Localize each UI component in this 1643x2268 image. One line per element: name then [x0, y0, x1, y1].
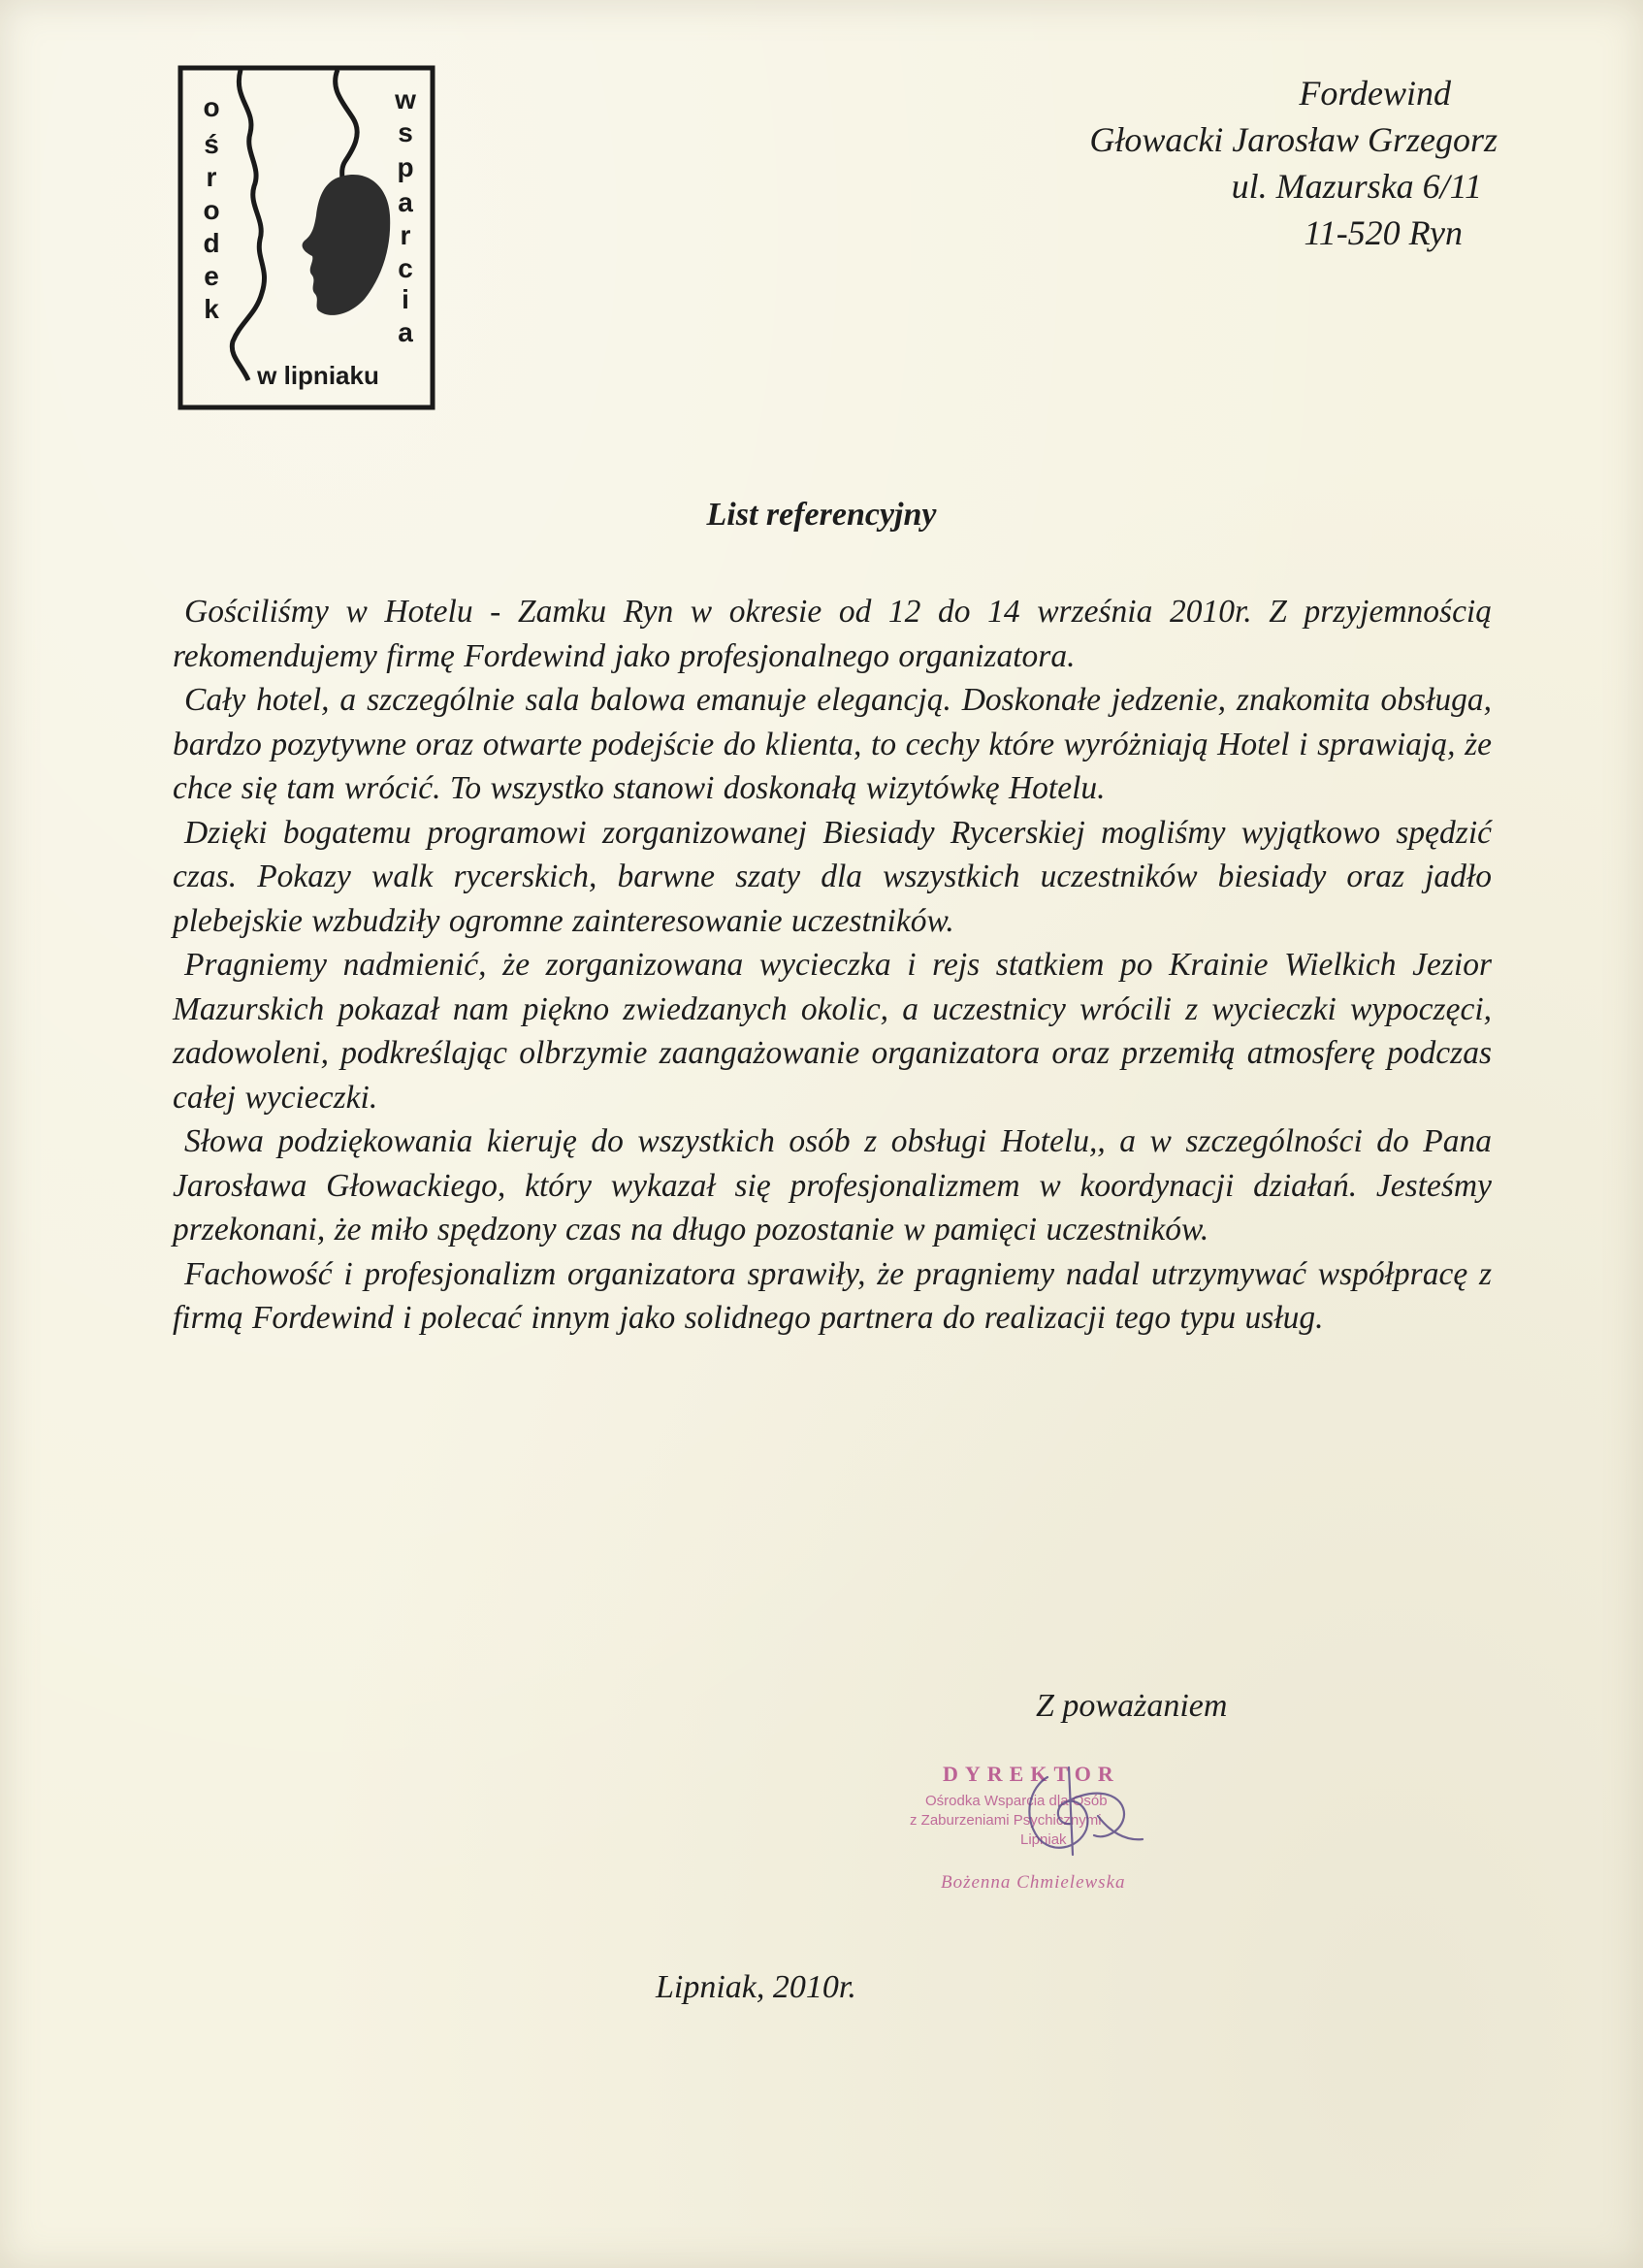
- svg-text:i: i: [402, 284, 409, 314]
- svg-text:e: e: [204, 261, 219, 291]
- svg-text:a: a: [398, 187, 413, 217]
- organization-logo: [173, 60, 440, 419]
- letter-title: List referencyjny: [706, 497, 937, 533]
- director-stamp: [904, 1748, 1224, 1913]
- body-paragraph-1: Gościliśmy w Hotelu - Zamku Ryn w okresie od 12 do 14 września 2010r. Z przyjemnością rekomendujemy firmę Fordewind jako profesjonalnego organizatora.: [173, 594, 1492, 674]
- svg-text:o: o: [203, 92, 220, 122]
- stamp-line-4: Lipniak: [1020, 1831, 1067, 1848]
- body-paragraph-6: Fachowość i profesjonalizm organizatora sprawiły, że pragniemy nadal utrzymywać współpracę z firmą Fordewind i polecać innym jako solidnego partnera do realizacji tego typu usług.: [173, 1255, 1492, 1336]
- stamp-line-3: z Zaburzeniami Psychicznymi: [910, 1812, 1102, 1829]
- recipient-street: ul. Mazurska 6/11: [1231, 167, 1482, 206]
- closing-salutation: Z poważaniem: [1036, 1688, 1228, 1724]
- svg-text:w lipniaku: w lipniaku: [257, 361, 379, 390]
- svg-text:s: s: [398, 117, 413, 147]
- svg-text:o: o: [203, 195, 220, 225]
- svg-text:w: w: [395, 84, 416, 114]
- recipient-person: Głowacki Jarosław Grzegorz: [1089, 120, 1498, 159]
- svg-text:p: p: [397, 152, 414, 182]
- recipient-company: Fordewind: [1299, 74, 1451, 113]
- body-paragraph-3: Dzięki bogatemu programowi zorganizowanej Biesiady Rycerskiej mogliśmy wyjątkowo spędzić czas. Pokazy walk rycerskich, barwne szaty dla wszystkich uczestników biesiady oraz jadło plebejskie wzbudziły ogromne zainteresowanie uczestników.: [173, 814, 1492, 939]
- body-paragraph-2: Cały hotel, a szczególnie sala balowa emanuje elegancją. Doskonałe jedzenie, znakomita obsługa, bardzo pozytywne oraz otwarte podejście do klienta, to cechy które wyróżniają Hotel i sprawiają, że chce się tam wrócić. To wszystko stanowi doskonałą wizytówkę Hotelu.: [173, 682, 1492, 806]
- stamp-line-2: Ośrodka Wsparcia dla Osób: [925, 1793, 1108, 1809]
- handwritten-signature: [1001, 1748, 1146, 1864]
- svg-text:k: k: [204, 294, 219, 324]
- recipient-address: [916, 70, 1498, 256]
- stamp-name: Bożenna Chmielewska: [941, 1872, 1126, 1893]
- svg-text:r: r: [206, 162, 217, 192]
- stamp-title: DYREKTOR: [943, 1762, 1120, 1786]
- svg-text:d: d: [203, 228, 220, 258]
- body-paragraph-4: Pragniemy nadmienić, że zorganizowana wycieczka i rejs statkiem po Krainie Wielkich Jezior Mazurskich pokazał nam piękno zwiedzanych okolic, a uczestnicy wrócili z wycieczki wypoczęci, zadowoleni, podkreślając olbrzymie zaangażowanie organizatora oraz przemiłą atmosferę podczas całej wycieczki.: [173, 947, 1492, 1116]
- svg-text:r: r: [400, 220, 411, 250]
- place-and-date: Lipniak, 2010r.: [656, 1969, 856, 2005]
- svg-text:ś: ś: [204, 129, 219, 159]
- body-paragraph-5: Słowa podziękowania kieruję do wszystkich osób z obsługi Hotelu,, a w szczególności do Pana Jarosława Głowackiego, który wykazał się profesjonalizmem w koordynacji działań. Jesteśmy przekonani, że miło spędzony czas na długo pozostanie w pamięci uczestników.: [173, 1123, 1492, 1247]
- recipient-city: 11-520 Ryn: [1304, 213, 1463, 252]
- letter-body: [173, 590, 1492, 1341]
- logo-graphic: [173, 60, 440, 419]
- svg-text:c: c: [398, 253, 413, 283]
- svg-text:a: a: [398, 317, 413, 347]
